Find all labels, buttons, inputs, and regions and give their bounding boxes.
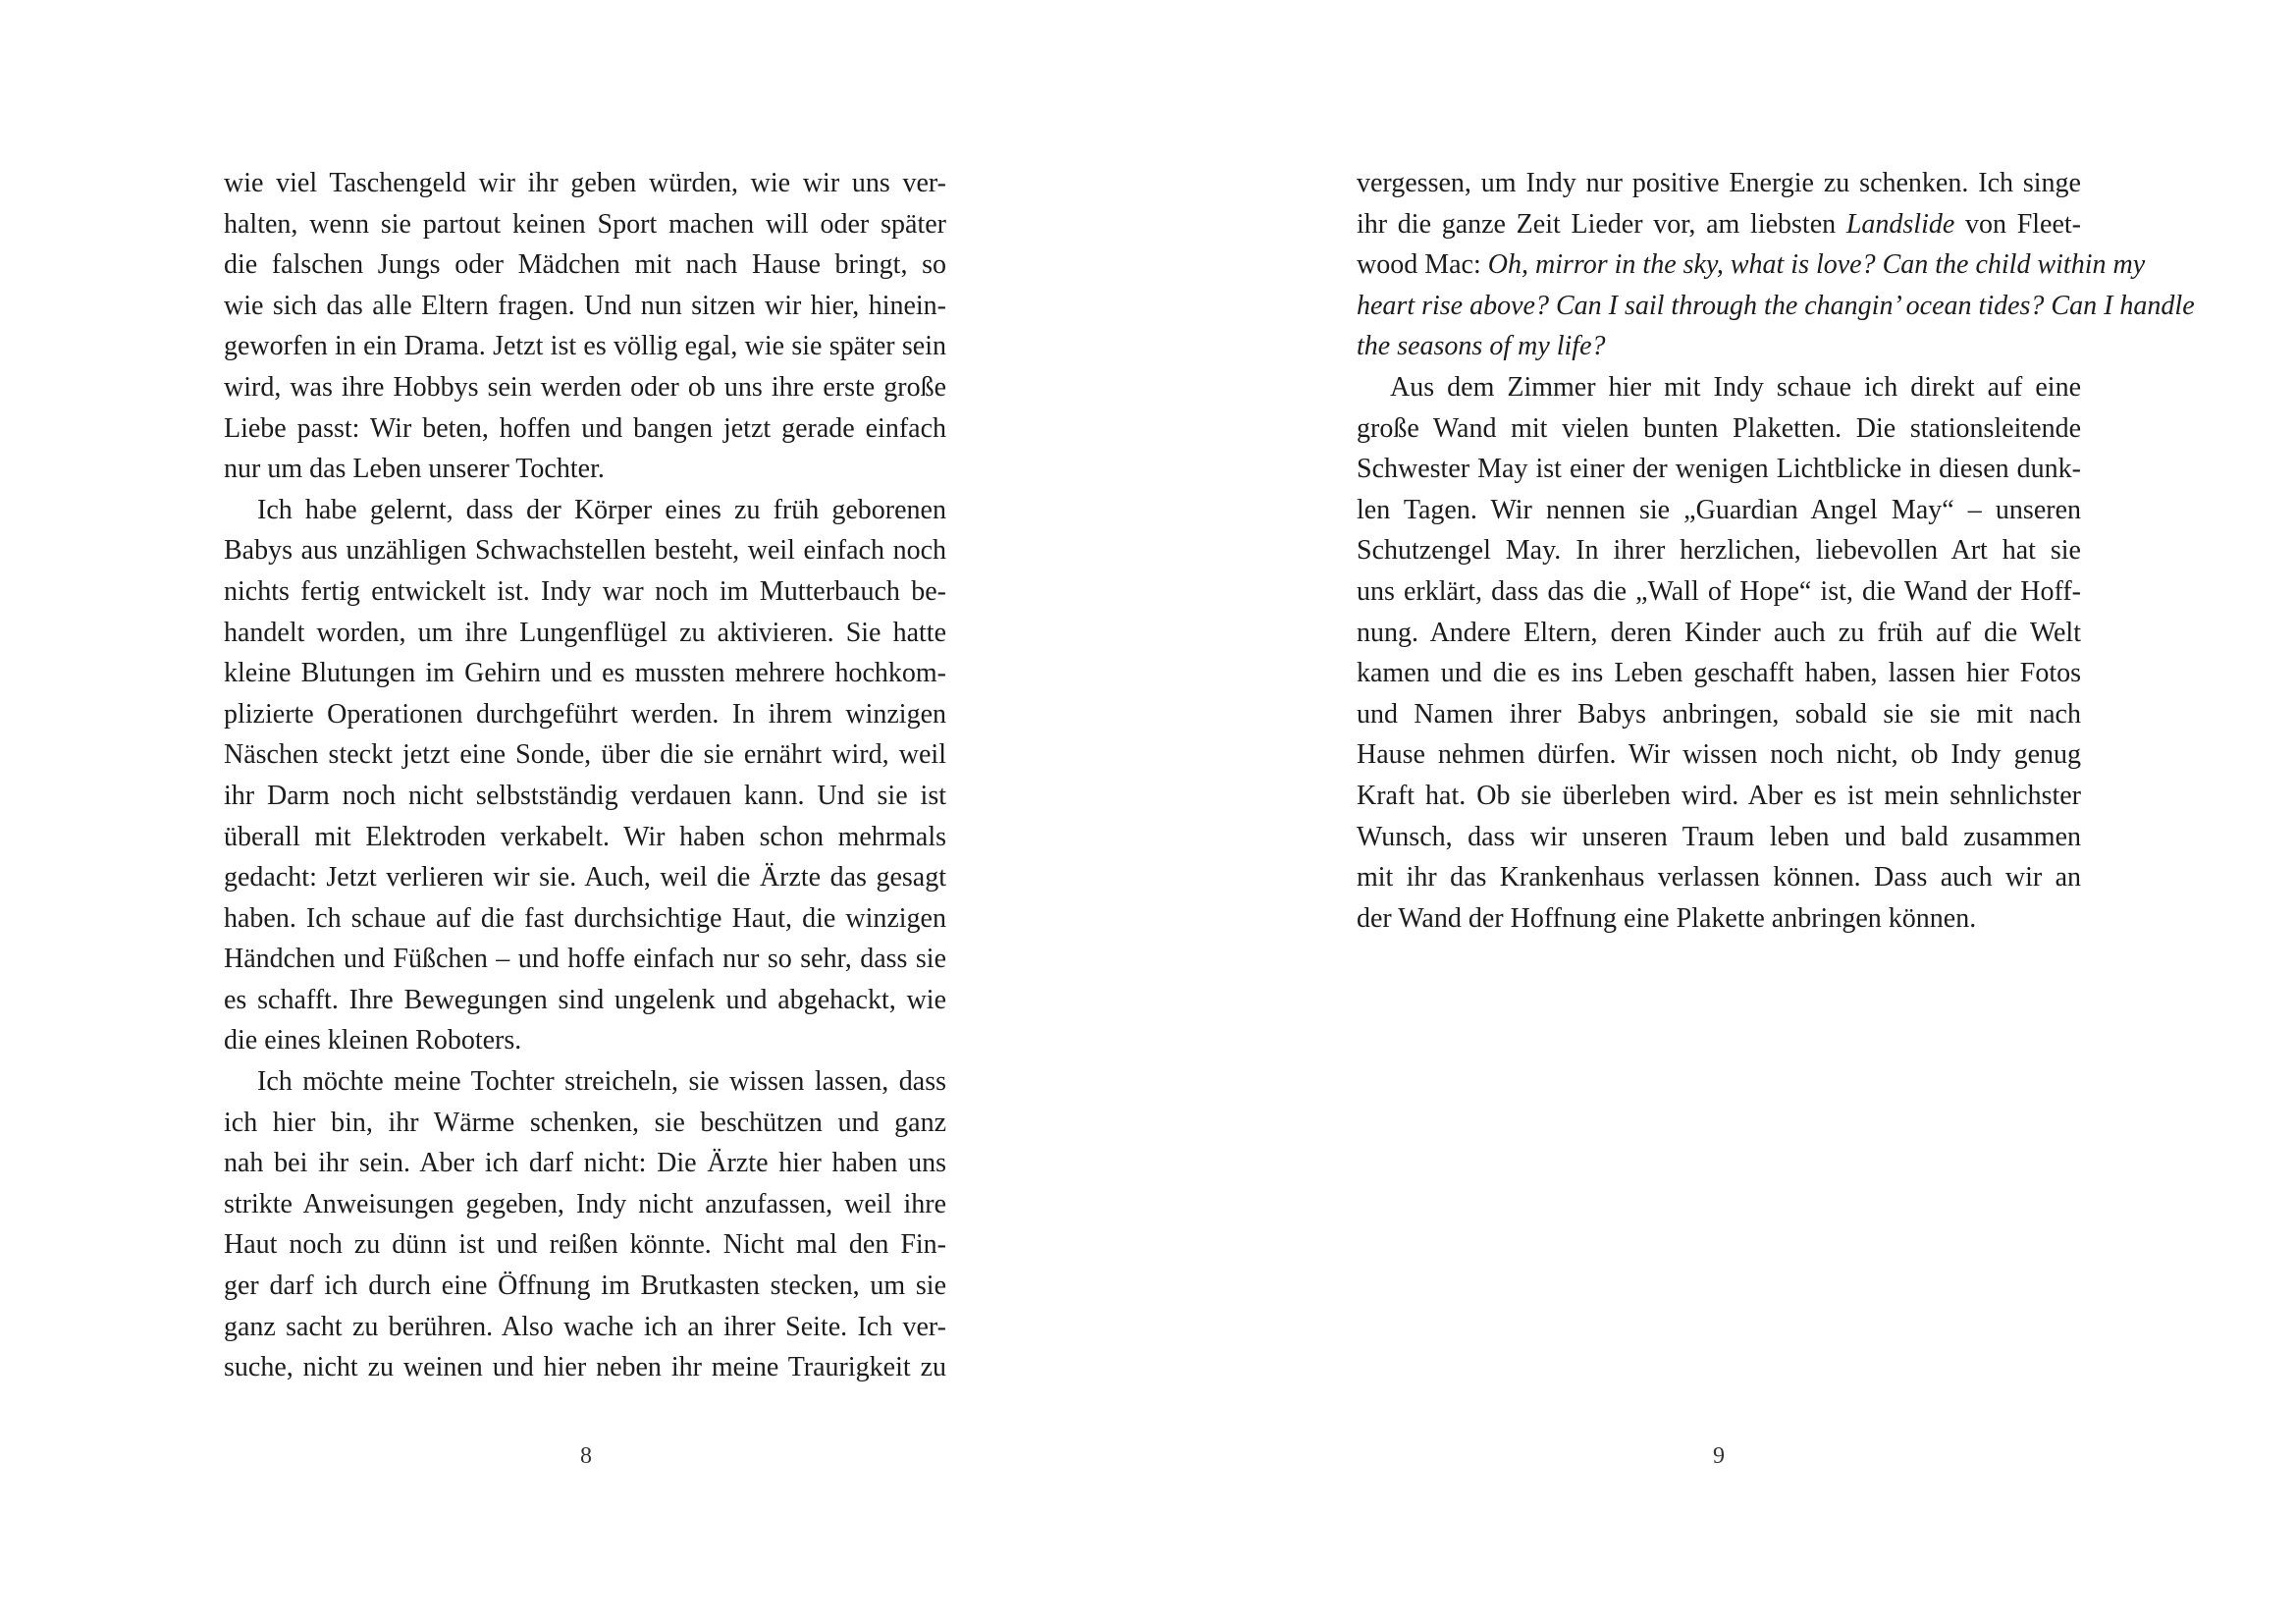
text-line [1357,244,2146,286]
text-line: ich hier bin, ihr Wärme schenken, sie beschützen und ganz [224,1107,946,1138]
lyrics-segment: Oh, mirror in the sky, what is love? Can the child within my [1487,249,2146,281]
text-line: halten, wenn sie partout keinen Sport machen will oder später [224,208,946,240]
page-number: 8 [580,1443,592,1469]
right-page-body [1357,163,2195,939]
text-line: handelt worden, um ihre Lungenflügel zu aktivieren. Sie hatte [224,617,946,648]
text-line: Wunsch, dass wir unseren Traum leben und bald zusammen [1357,821,2081,852]
text-segment: von Fleet- [1954,208,2082,240]
text-line: ganz sacht zu berühren. Also wache ich an ihrer Seite. Ich ver- [224,1311,946,1342]
text-line: uns erklärt, dass das die „Wall of Hope“ ist, die Wand der Hoff- [1357,575,2081,607]
lyrics-line: the seasons of my life? [1357,331,1606,362]
text-line: nur um das Leben unserer Tochter. [224,454,605,485]
text-line: Näschen steckt jetzt eine Sonde, über die sie ernährt wird, weil [224,739,946,771]
text-line: Ich möchte meine Tochter streicheln, sie wissen lassen, dass [257,1066,946,1098]
text-line: die eines kleinen Roboters. [224,1025,522,1056]
text-line: suche, nicht zu weinen und hier neben ihr meine Traurigkeit zu [224,1352,946,1383]
text-line: kamen und die es ins Leben geschafft haben, lassen hier Fotos [1357,658,2081,689]
text-line: Aus dem Zimmer hier mit Indy schaue ich direkt auf eine [1390,371,2081,403]
text-line: überall mit Elektroden verkabelt. Wir haben schon mehrmals [224,821,946,852]
text-line: Schwester May ist einer der wenigen Lichtblicke in diesen dunk- [1357,454,2081,485]
text-line: len Tagen. Wir nennen sie „Guardian Angel May“ – unseren [1357,494,2081,525]
text-line: Hause nehmen dürfen. Wir wissen noch nicht, ob Indy genug [1357,739,2081,771]
text-line: kleine Blutungen im Gehirn und es mussten mehrere hochkom- [224,658,946,689]
text-line: Kraft hat. Ob sie überleben wird. Aber es ist mein sehnlichster [1357,780,2081,811]
text-line: große Wand mit vielen bunten Plaketten. Die stationsleitende [1357,412,2081,444]
text-line: gedacht: Jetzt verlieren wir sie. Auch, weil die Ärzte das gesagt [224,862,946,893]
text-line: Babys aus unzähligen Schwachstellen besteht, weil einfach noch [224,535,946,567]
lyrics-line: heart rise above? Can I sail through the changin’ ocean tides? Can I handle [1357,290,2195,321]
text-line: ger darf ich durch eine Öffnung im Brutkasten stecken, um sie [224,1271,946,1302]
text-segment: ihr die ganze Zeit Lieder vor, am liebsten [1357,208,1846,240]
text-line: Händchen und Füßchen – und hoffe einfach nur so sehr, dass sie [224,944,946,975]
text-line [1357,204,2081,245]
text-line: vergessen, um Indy nur positive Energie zu schenken. Ich singe [1357,168,2081,198]
text-line: Ich habe gelernt, dass der Körper eines zu früh geborenen [257,494,946,525]
right-page [1148,0,2296,1624]
text-line: wie sich das alle Eltern fragen. Und nun sitzen wir hier, hinein- [224,290,946,321]
text-line: nichts fertig entwickelt ist. Indy war noch im Mutterbauch be- [224,575,946,607]
text-line: Haut noch zu dünn ist und reißen könnte. Nicht mal den Fin- [224,1229,946,1261]
text-line: plizierte Operationen durchgeführt werden. In ihrem winzigen [224,698,946,730]
text-line: strikte Anweisungen gegeben, Indy nicht anzufassen, weil ihre [224,1188,946,1219]
text-segment: wood Mac: [1357,249,1488,281]
left-page-body [224,163,946,1388]
text-line: haben. Ich schaue auf die fast durchsichtige Haut, die winzigen [224,902,946,934]
page-number: 9 [1713,1443,1725,1469]
text-line: mit ihr das Krankenhaus verlassen können. Dass auch wir an [1357,862,2081,893]
text-line: der Wand der Hoffnung eine Plakette anbringen können. [1357,902,1977,934]
text-line: Liebe passt: Wir beten, hoffen und bangen jetzt gerade einfach [224,412,946,444]
text-line: und Namen ihrer Babys anbringen, sobald sie sie mit nach [1357,698,2081,730]
text-line: Schutzengel May. In ihrer herzlichen, liebevollen Art hat sie [1357,535,2081,567]
text-line: die falschen Jungs oder Mädchen mit nach Hause bringt, so [224,249,946,281]
song-title: Landslide [1845,208,1955,240]
text-line: wird, was ihre Hobbys sein werden oder ob uns ihre erste große [224,371,946,403]
text-line: geworfen in ein Drama. Jetzt ist es völlig egal, wie sie später sein [224,331,946,362]
text-line: wie viel Taschengeld wir ihr geben würden, wie wir uns ver- [224,168,946,198]
text-line: ihr Darm noch nicht selbstständig verdauen kann. Und sie ist [224,780,946,811]
text-line: es schafft. Ihre Bewegungen sind ungelenk und abgehackt, wie [224,984,946,1015]
text-line: nung. Andere Eltern, deren Kinder auch zu früh auf die Welt [1357,617,2081,648]
text-line: nah bei ihr sein. Aber ich darf nicht: Die Ärzte hier haben uns [224,1148,946,1179]
